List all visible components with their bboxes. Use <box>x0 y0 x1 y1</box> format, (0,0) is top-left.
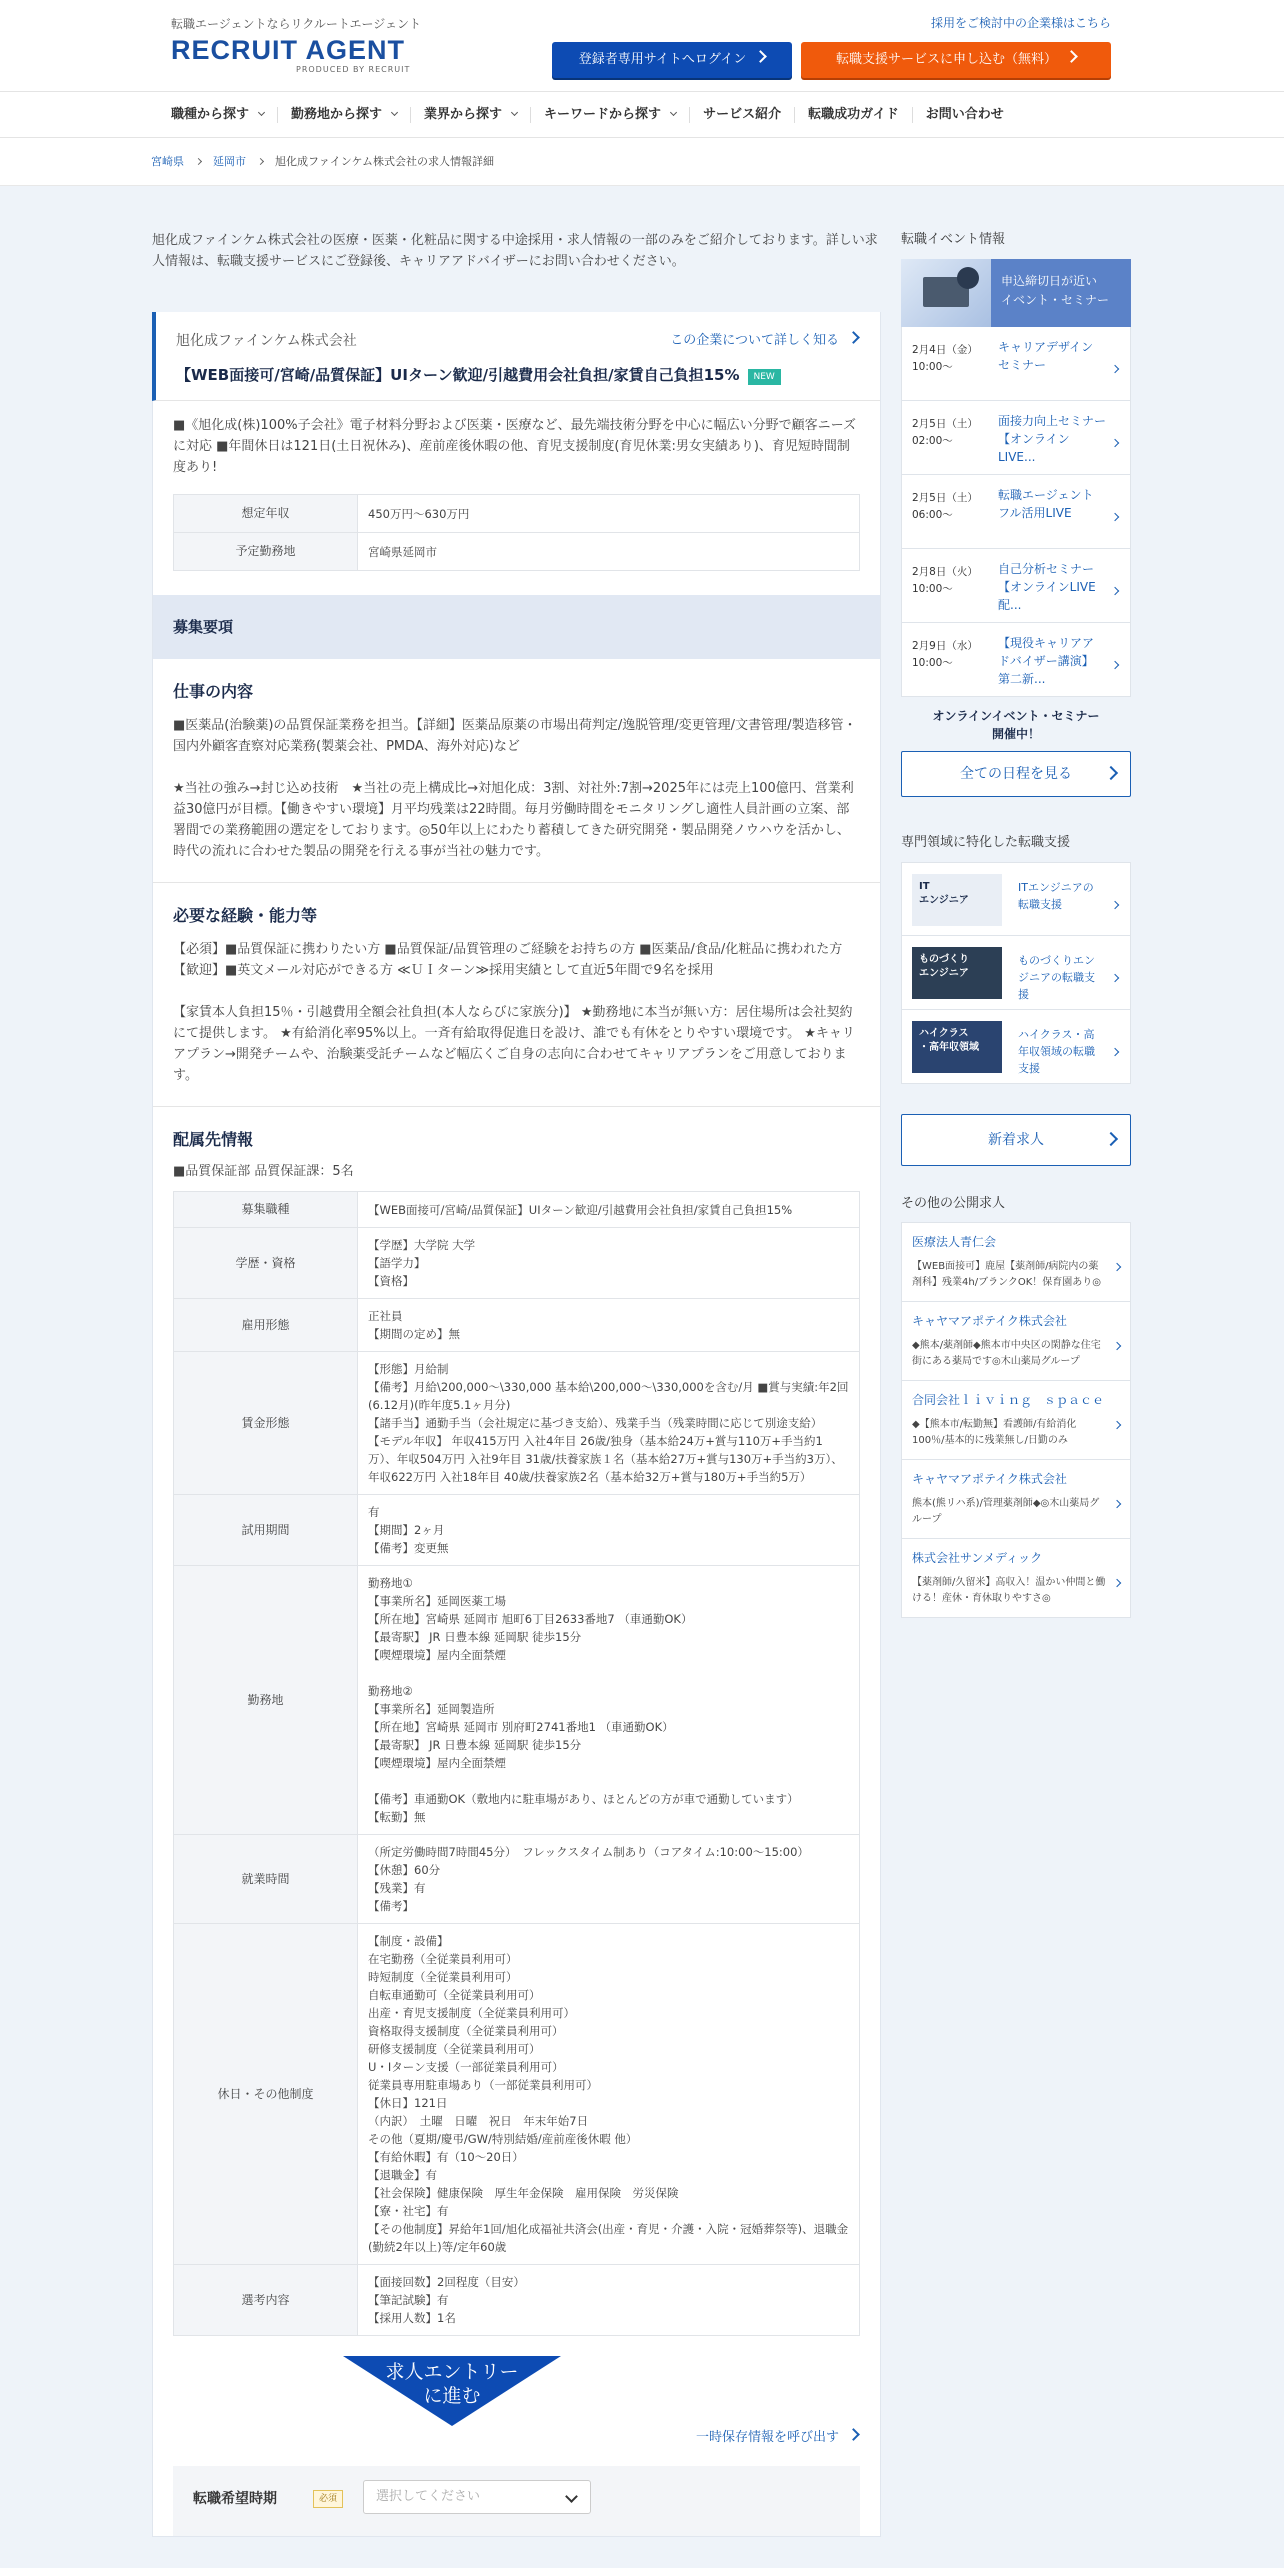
chevron-right-icon <box>1112 581 1118 602</box>
event-item[interactable] <box>901 401 1131 475</box>
new-badge: NEW <box>748 369 781 385</box>
timing-select[interactable]: 選択してください <box>363 2480 591 2514</box>
row-value: 【面接回数】2回程度（目安） 【筆記試験】有 【採用人数】1名 <box>358 2265 860 2336</box>
other-jobs-list <box>901 1222 1131 1618</box>
nav-item[interactable] <box>278 107 411 123</box>
nav-item-label: 業界から探す <box>424 106 503 122</box>
row-value: （所定労働時間7時間45分） フレックスタイム制あり（コアタイム:10:00～15:00） 【休憩】60分 【残業】有 【備考】 <box>358 1835 860 1924</box>
chevron-right-icon <box>1112 968 1118 989</box>
main-content <box>152 230 881 2537</box>
logo-text: RECRUIT AGENT <box>171 35 405 65</box>
specialty-title: ITエンジニアの 転職支援 <box>1018 880 1094 911</box>
site-header <box>0 0 1284 92</box>
event-title: 面接力向上セミナー【オンライン LIVE... <box>998 413 1107 464</box>
recruit-agent-logo[interactable] <box>171 36 431 80</box>
company-detail-link-label: この企業について詳しく知る <box>670 333 839 348</box>
chevron-right-icon <box>1112 433 1118 454</box>
event-list <box>901 327 1131 697</box>
event-date: 2月5日（土） 06:00～ <box>912 491 978 521</box>
chevron-down-icon <box>670 109 677 116</box>
requirements-heading: 募集要項 <box>153 595 880 659</box>
row-value: 有 【期間】2ヶ月 【備考】変更無 <box>358 1495 860 1566</box>
chevron-right-icon <box>1112 1042 1118 1063</box>
form-label: 転職希望時期 <box>193 2491 277 2508</box>
entry-button-label: 求人エントリー に進む <box>385 2361 519 2408</box>
nav-item[interactable] <box>795 107 913 123</box>
other-job-item[interactable] <box>901 1302 1131 1381</box>
event-date: 2月9日（水） 10:00～ <box>912 639 978 669</box>
nav-item-label: 勤務地から探す <box>291 106 383 122</box>
event-title: キャリアデザイン セミナー <box>998 339 1094 372</box>
requirements-title: 必要な経験・能力等 <box>173 905 318 925</box>
other-job-item[interactable] <box>901 1460 1131 1539</box>
chevron-right-icon <box>195 158 202 165</box>
row-label: 就業時間 <box>174 1835 358 1924</box>
row-label: 試用期間 <box>174 1495 358 1566</box>
breadcrumb-city[interactable]: 延岡市 <box>213 154 246 168</box>
specialty-image: IT エンジニア <box>912 874 1002 926</box>
nav-item-label: サービス紹介 <box>703 106 782 122</box>
chevron-right-icon <box>1106 1115 1116 1165</box>
chevron-down-icon <box>511 109 518 116</box>
global-nav <box>0 92 1284 138</box>
job-summary <box>153 401 880 591</box>
chevron-down-icon <box>391 109 398 116</box>
specialty-title: ものづくりエン ジニアの転職支 援 <box>1018 953 1095 1001</box>
row-label: 勤務地 <box>174 1566 358 1835</box>
nav-item[interactable] <box>690 107 795 123</box>
table-row <box>174 495 860 533</box>
table-row <box>174 2265 860 2336</box>
table-row <box>174 1191 860 1227</box>
breadcrumb-prefecture[interactable]: 宮崎県 <box>151 154 184 168</box>
other-job-summary: 【WEB面接可】鹿屋【薬剤師/病院内の薬剤科】残業4h/ブランクOK！保育園あり◎ <box>912 1260 1102 1288</box>
other-job-company: 株式会社サンメディック <box>912 1551 1043 1566</box>
nav-item[interactable] <box>531 107 690 123</box>
table-row <box>174 1835 860 1924</box>
specialty-list <box>901 862 1131 1084</box>
chevron-right-icon <box>1112 507 1118 528</box>
specialty-image: ものづくり エンジニア <box>912 947 1002 999</box>
chevron-right-icon <box>839 333 858 348</box>
row-label: 学歴・資格 <box>174 1228 358 1299</box>
chevron-right-icon <box>1112 655 1118 676</box>
department-line: ■品質保証部 品質保証課：5名 <box>173 1164 354 1180</box>
row-value: 【WEB面接可/宮崎/品質保証】UIターン歓迎/引越費用会社負担/家賃自己負担15% <box>358 1191 860 1227</box>
nav-item-label: キーワードから探す <box>544 106 662 122</box>
row-value: 正社員 【期間の定め】無 <box>358 1299 860 1352</box>
summary-table <box>173 494 860 571</box>
chevron-right-icon <box>746 52 765 67</box>
nav-item-label: 職種から探す <box>171 106 250 122</box>
login-button-label: 登録者専用サイトへログイン <box>578 52 747 67</box>
all-dates-label: 全ての日程を見る <box>960 765 1072 782</box>
other-job-item[interactable] <box>901 1539 1131 1618</box>
nav-item-label: お問い合わせ <box>925 106 1004 122</box>
details-table <box>173 1191 860 2336</box>
other-job-company: キャヤマアポテイク株式会社 <box>912 1314 1067 1329</box>
apply-service-button[interactable] <box>801 42 1111 78</box>
chevron-right-icon <box>1114 1336 1120 1357</box>
row-label: 予定勤務地 <box>174 533 358 571</box>
header-tagline: 転職エージェントならリクルートエージェント <box>171 17 421 31</box>
work-section <box>153 659 880 883</box>
load-saved-label: 一時保存情報を呼び出す <box>695 2430 839 2446</box>
chevron-right-icon <box>839 2430 858 2445</box>
specialty-item[interactable] <box>901 936 1131 1010</box>
employer-link[interactable]: 採用をご検討中の企業様はこちら <box>930 16 1111 30</box>
event-item[interactable] <box>901 623 1131 697</box>
required-badge: 必須 <box>313 2490 343 2508</box>
row-value: 勤務地① 【事業所名】延岡医薬工場 【所在地】宮崎県 延岡市 旭町6丁目2633番地7 （車通勤OK） 【最寄駅】 JR 日豊本線 延岡駅 徒歩15分 【喫煙環境】屋内全面禁煙 勤務地② 【事業所名】延岡製造所 【所在地】宮崎県 延岡市 別府町2741番地1 （車通勤OK） 【最寄駅】 JR 日豊本線 延岡駅 徒歩15分 【喫煙環境】屋内全面禁煙 【備考】車通勤OK（敷地内に駐車場があり、ほとんどの方が車で通勤しています） 【転勤】無 <box>358 1566 860 1835</box>
chevron-right-icon <box>1114 1573 1120 1594</box>
row-value: 【形態】月給制 【備考】月給\200,000～\330,000 基本給\200,000～\330,000を含む/月 ■賞与実績:年2回(6.12月)(昨年度5.1ヶ月分) 【諸手当】通勤手当（会社規定に基づき支給）、残業手当（残業時間に応じて別途支給） 【モデル年収】 年収415万円 入社4年目 26歳/独身（基本給24万+賞与110万+手当約1万）、年収504万円 入社9年目 31歳/扶養家族１名（基本給27万+賞与130万+手当約3万）、年収622万円 入社18年目 40歳/扶養家族2名（基本給32万+賞与180万+手当約5万） <box>358 1352 860 1495</box>
form-row <box>173 2466 860 2536</box>
summary-text: ■《旭化成(株)100%子会社》電子材料分野および医薬・医療など、最先端技術分野を中心に幅広い分野で顧客ニーズに対応 ■年間休日は121日(土日祝休み)、産前産後休暇の他、育児支援制度(育児休業:男女実績あり)、育児短時間制度あり! <box>173 418 856 476</box>
job-title-text: 【WEB面接可/宮崎/品質保証】UIターン歓迎/引越費用会社負担/家賃自己負担15% <box>176 366 740 385</box>
chevron-right-icon <box>1112 895 1118 916</box>
specialty-title: ハイクラス・高 年収領域の転職 支援 <box>1018 1027 1095 1075</box>
requirements-section <box>153 883 880 1107</box>
feature-banner[interactable] <box>901 259 1131 327</box>
event-item[interactable] <box>901 475 1131 549</box>
apply-button-label: 転職支援サービスに申し込む（無料） <box>835 52 1057 67</box>
other-job-summary: ◆熊本/薬剤師◆熊本市中央区の閑静な住宅街にある薬局です◎木山薬局グループ <box>912 1339 1101 1367</box>
work-text: ■医薬品(治験薬)の品質保証業務を担当。【詳細】医薬品原薬の市場出荷判定/逸脱管理/変更管理/文書管理/製造移管・国内外顧客査察対応業務(製薬会社、PMDA、海外対応)など ★当社の強み→封じ込め技術 ★当社の売上構成比→対旭化成：3割、対社外:7割→2025年には売上100億円、営業利益30億円が目標。【働きやすい環境】月平均残業は22時間。毎月労働時間をモニタリングし適性人員計画の立案、部署間での業務範囲の選定をしております。◎50年以上にわたり蓄積してきた研究開発・製品開発ノウハウを活かし、時代の流れに合わせた製品の開発を行える事が当社の魅力です。 <box>173 717 857 859</box>
new-jobs-button[interactable] <box>901 1114 1131 1166</box>
event-title: 自己分析セミナー 【オンラインLIVE 配... <box>998 561 1096 612</box>
other-job-item[interactable] <box>901 1381 1131 1460</box>
row-label: 賃金形態 <box>174 1352 358 1495</box>
nav-item[interactable] <box>158 107 278 123</box>
feature-text: 申込締切日が近い イベント・セミナー <box>1001 273 1110 307</box>
specialty-image: ハイクラス ・高年収領域 <box>912 1021 1002 1073</box>
other-job-summary: ◆【熊本市/転勤無】看護師/有給消化100％/基本的に残業無し/日勤のみ <box>912 1418 1077 1446</box>
breadcrumb <box>0 138 1284 186</box>
row-label: 選考内容 <box>174 2265 358 2336</box>
chevron-right-icon <box>1114 1415 1120 1436</box>
row-label: 募集職種 <box>174 1191 358 1227</box>
event-date: 2月4日（金） 10:00～ <box>912 343 978 373</box>
entry-button[interactable] <box>343 2356 561 2426</box>
row-label: 想定年収 <box>174 495 358 533</box>
event-item[interactable] <box>901 549 1131 623</box>
job-title <box>176 364 860 386</box>
work-title: 仕事の内容 <box>173 682 254 702</box>
other-job-company: 合同会社ｌｉｖｉｎｇ ｓｐａｃｅ <box>912 1393 1105 1408</box>
department-title: 配属先情報 <box>173 1129 254 1149</box>
job-header <box>152 312 880 401</box>
specialty-item[interactable] <box>901 862 1131 936</box>
all-dates-button[interactable] <box>901 751 1131 797</box>
department-section <box>153 1107 880 2347</box>
other-job-summary: 【薬剤師/久留米】高収入！温かい仲間と働ける！産休・育休取りやすさ◎ <box>912 1576 1106 1604</box>
table-row <box>174 1299 860 1352</box>
specialty-heading: 専門領域に特化した転職支援 <box>901 834 1071 850</box>
row-label: 休日・その他制度 <box>174 1924 358 2265</box>
other-job-company: キャヤマアポテイク株式会社 <box>912 1472 1067 1487</box>
company-detail-link[interactable] <box>670 331 858 352</box>
load-saved-link[interactable] <box>696 2428 858 2449</box>
sidebar <box>901 230 1131 1618</box>
chevron-right-icon <box>1114 1494 1120 1515</box>
row-label: 雇用形態 <box>174 1299 358 1352</box>
company-name: 旭化成ファインケム株式会社 <box>176 333 357 349</box>
row-value: 宮崎県延岡市 <box>358 533 860 571</box>
table-row <box>174 1228 860 1299</box>
other-jobs-heading: その他の公開求人 <box>901 1195 1006 1211</box>
online-note: オンラインイベント・セミナー 開催中！ <box>932 708 1100 741</box>
event-title: 【現役キャリアア ドバイザー講演】 第二新... <box>998 635 1095 686</box>
logo-subtext: PRODUCED BY RECRUIT <box>296 65 411 74</box>
new-jobs-label: 新着求人 <box>988 1131 1044 1148</box>
chevron-down-icon <box>258 109 265 116</box>
event-title: 転職エージェント フル活用LIVE <box>998 487 1094 520</box>
row-value: 450万円～630万円 <box>358 495 860 533</box>
other-job-item[interactable] <box>901 1223 1131 1302</box>
job-card <box>152 312 881 2537</box>
nav-item[interactable] <box>913 107 1017 123</box>
other-job-company: 医療法人青仁会 <box>912 1235 997 1250</box>
login-button[interactable] <box>552 42 792 78</box>
seminar-image <box>901 259 991 327</box>
row-value: 【学歴】大学院 大学 【語学力】 【資格】 <box>358 1228 860 1299</box>
intro-text: 旭化成ファインケム株式会社の医療・医薬・化粧品に関する中途採用・求人情報の一部のみをご紹介しております。詳しい求人情報は、転職支援サービスにご登録後、キャリアアドバイザーにお問い合わせください。 <box>152 233 878 269</box>
table-row <box>174 533 860 571</box>
events-heading: 転職イベント情報 <box>901 232 1006 247</box>
chevron-right-icon <box>257 158 264 165</box>
chevron-right-icon <box>1106 752 1116 796</box>
nav-item-label: 転職成功ガイド <box>808 106 899 122</box>
requirements-text: 【必須】■品質保証に携わりたい方 ■品質保証/品質管理のご経験をお持ちの方 ■医薬品/食品/化粧品に携われた方 【歓迎】■英文メール対応ができる方 ≪ＵＩターン≫採用実績として直近5年間で9名を採用 【家賃本人負担15％・引越費用全額会社負担(本人ならびに家族分)】 ★勤務地に本当が無い方：居住場所は会社契約にて提供します。 ★有給消化率95%以上。一斉有給取得促進日を設け、誰でも有休をとりやすい環境です。 ★キャリアプラン→開発チームや、治験薬受託チームなど幅広くご自身の志向に合わせてキャリアプランをご用意しております。 <box>173 941 855 1083</box>
chevron-right-icon <box>1114 1257 1120 1278</box>
breadcrumb-current: 旭化成ファインケム株式会社の求人情報詳細 <box>275 154 495 168</box>
specialty-item[interactable] <box>901 1010 1131 1084</box>
row-value: 【制度・設備】 在宅勤務（全従業員利用可） 時短制度（全従業員利用可） 自転車通勤可（全従業員利用可） 出産・育児支援制度（全従業員利用可） 資格取得支援制度（全従業員利用可） 研修支援制度（全従業員利用可） U・Iターン支援（一部従業員利用可） 従業員専用駐車場あり（一部従業員利用可） 【休日】121日 （内訳） 土曜 日曜 祝日 年末年始7日 その他（夏期/慶弔/GW/特別結婚/産前産後休暇 他） 【有給休暇】有（10～20日） 【退職金】有 【社会保険】健康保険 厚生年金保険 雇用保険 労災保険 【寮・社宅】有 【その他制度】昇給年1回/旭化成福祉共済会(出産・育児・介護・入院・冠婚葬祭等)、退職金(勤続2年以上)等/定年60歳 <box>358 1924 860 2265</box>
chevron-right-icon <box>1057 52 1076 67</box>
table-row <box>174 1566 860 1835</box>
event-date: 2月8日（火） 10:00～ <box>912 565 978 595</box>
chevron-right-icon <box>1112 359 1118 380</box>
event-date: 2月5日（土） 02:00～ <box>912 417 978 447</box>
other-job-summary: 熊本(熊リハ系)/管理薬剤師◆◎木山薬局グループ <box>912 1497 1100 1525</box>
event-item[interactable] <box>901 327 1131 401</box>
nav-item[interactable] <box>411 107 531 123</box>
table-row <box>174 1352 860 1495</box>
table-row <box>174 1495 860 1566</box>
table-row <box>174 1924 860 2265</box>
